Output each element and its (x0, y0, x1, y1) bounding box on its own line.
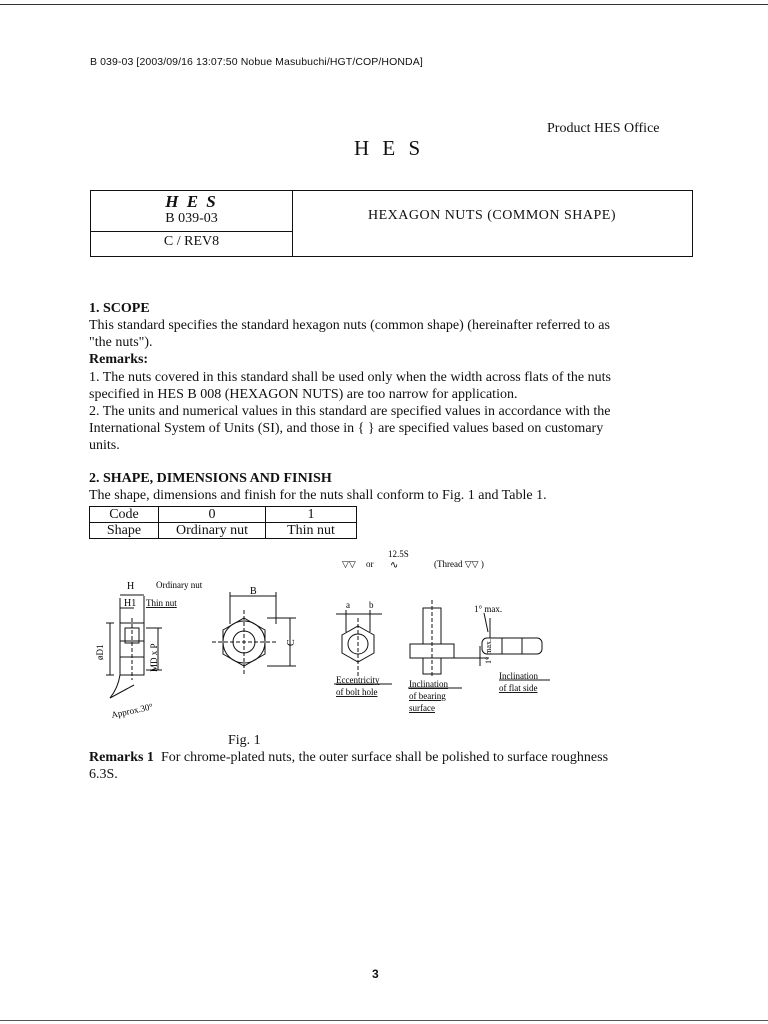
remark-line: International System of Units (SI), and those in { } are specified values based on customary (89, 421, 604, 436)
header-meta: B 039-03 [2003/09/16 13:07:50 Nobue Masubuchi/HGT/COP/HONDA] (90, 56, 423, 68)
remark-line: 2. The units and numerical values in this standard are specified values in accordance with the (89, 404, 611, 419)
label-d1: øD1 (95, 644, 105, 660)
label-h: H (127, 581, 135, 592)
label-h1: H1 (124, 598, 137, 609)
label-inclination-bearing: of bearing (409, 691, 446, 701)
label-inclination-flat: of flat side (499, 683, 538, 693)
office-label: Product HES Office (547, 121, 660, 136)
shape-code-table (89, 506, 357, 539)
table-cell: 1 (266, 507, 357, 523)
table-cell: 0 (159, 507, 266, 523)
scope-heading: 1. SCOPE (89, 301, 150, 316)
remark-line: units. (89, 438, 120, 453)
remarks-1-label: Remarks 1 (89, 750, 154, 765)
remarks-1-text: For chrome-plated nuts, the outer surface shall be polished to surface roughness (160, 750, 609, 765)
scope-text-line: This standard specifies the standard hexagon nuts (common shape) (hereinafter referred to as (89, 318, 610, 333)
label-one-deg-max-vertical: 1° max. (484, 639, 493, 664)
vv-symbol: ▽▽ (342, 559, 356, 569)
shape-text-line: The shape, dimensions and finish for the nuts shall conform to Fig. 1 and Table 1. (89, 488, 547, 503)
roughness-symbol-icon: ∿ (390, 560, 399, 571)
top-rule (0, 4, 768, 5)
page-number: 3 (372, 967, 379, 981)
table-divider (91, 231, 292, 232)
figure-caption: Fig. 1 (228, 733, 261, 748)
label-b: B (250, 586, 257, 597)
hexagon-nut-figure (84, 548, 564, 723)
label-thin-nut: Thin nut (146, 598, 177, 608)
table-cell: Ordinary nut (159, 523, 266, 539)
remark-line: specified in HES B 008 (HEXAGON NUTS) are too narrow for application. (89, 387, 518, 402)
label-inclination-bearing: surface (409, 703, 435, 713)
label-b-small: b (369, 600, 374, 610)
table-cell: Shape (90, 523, 159, 539)
remarks-1-line: 6.3S. (89, 767, 118, 782)
label-inclination-flat: Inclination (499, 671, 538, 681)
shape-heading: 2. SHAPE, DIMENSIONS AND FINISH (89, 471, 332, 486)
remarks-heading: Remarks: (89, 352, 149, 367)
remark-line: 1. The nuts covered in this standard shall be used only when the width across flats of the nuts (89, 370, 611, 385)
label-ordinary-nut: Ordinary nut (156, 580, 203, 590)
table-cell: Code (90, 507, 159, 523)
label-one-deg-max: 1° max. (474, 604, 503, 614)
standard-name: HEXAGON NUTS (COMMON SHAPE) (367, 208, 616, 223)
standard-code: B 039-03 (165, 211, 218, 226)
table-row (90, 507, 357, 523)
label-c: C (286, 639, 297, 646)
standard-header-table (90, 190, 693, 257)
label-inclination-bearing: Inclination (409, 679, 448, 689)
revision-label: C / REV8 (163, 234, 220, 249)
hes-label: H E S (165, 192, 218, 211)
label-approx-angle: Approx.30° (110, 701, 154, 720)
label-eccentricity: of bolt hole (336, 687, 378, 697)
bottom-rule (0, 1020, 768, 1021)
scope-text-line: "the nuts"). (89, 335, 153, 350)
or-text: or (366, 559, 374, 569)
roughness-label: 12.5S (388, 549, 409, 559)
label-a: a (346, 600, 350, 610)
label-md-p: MD x P (149, 643, 159, 672)
thread-note: (Thread ▽▽ ) (434, 559, 484, 569)
document-title: H E S (354, 136, 425, 160)
table-row (90, 523, 357, 539)
table-cell: Thin nut (266, 523, 357, 539)
remarks-1-line (89, 750, 608, 767)
label-eccentricity: Eccentricity (336, 675, 380, 685)
